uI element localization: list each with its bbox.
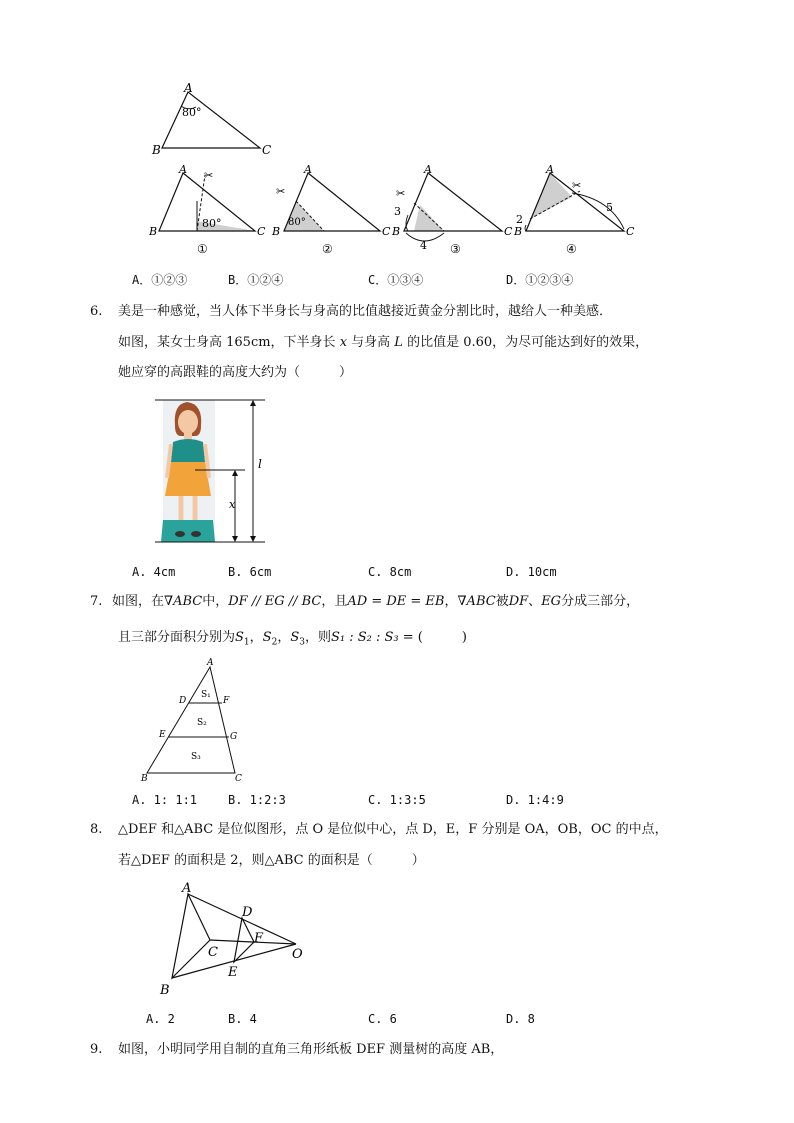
svg-text:C: C xyxy=(382,225,391,238)
svg-text:①: ① xyxy=(197,242,208,256)
q6-number: 6. xyxy=(90,304,103,319)
scissors-icon: ✂ xyxy=(396,187,406,200)
svg-text:S₂: S₂ xyxy=(197,718,207,728)
svg-text:C: C xyxy=(208,945,218,960)
q5-cut-figure-3 xyxy=(390,163,523,258)
svg-text:C: C xyxy=(504,225,513,238)
svg-text:A: A xyxy=(207,658,214,668)
svg-text:S₃: S₃ xyxy=(191,752,201,762)
scissors-icon: ✂ xyxy=(572,179,582,192)
svg-text:A: A xyxy=(179,163,187,176)
svg-text:A: A xyxy=(184,81,193,95)
svg-text:③: ③ xyxy=(450,242,461,256)
svg-text:E: E xyxy=(159,730,166,740)
q5-cut-figure-2 xyxy=(270,163,400,258)
svg-text:S₁: S₁ xyxy=(201,690,211,700)
svg-text:B: B xyxy=(392,225,401,238)
q8-option-d[interactable]: D. 8 xyxy=(506,1012,535,1026)
q8-option-c[interactable]: C. 6 xyxy=(368,1012,397,1026)
q6-figure xyxy=(155,396,275,546)
q8-number: 8. xyxy=(90,822,103,837)
svg-text:O: O xyxy=(292,947,303,962)
svg-text:②: ② xyxy=(322,242,333,256)
q5-option-a[interactable]: A．①②③ xyxy=(132,273,188,287)
q5-cut-figure-1 xyxy=(145,163,275,258)
svg-text:C: C xyxy=(262,143,272,157)
svg-text:5: 5 xyxy=(606,201,613,214)
scissors-icon: ✂ xyxy=(276,185,286,198)
svg-text:E: E xyxy=(228,965,238,980)
svg-text:G: G xyxy=(230,732,238,742)
q5-option-c[interactable]: C．①③④ xyxy=(368,273,424,287)
q6-option-d[interactable]: D. 10cm xyxy=(506,565,557,579)
svg-text:④: ④ xyxy=(566,242,577,256)
svg-text:A: A xyxy=(304,163,312,176)
svg-text:80°: 80° xyxy=(288,217,306,228)
q8-text-line2: 若△DEF 的面积是 2，则△ABC 的面积是（ ） xyxy=(118,853,425,868)
q7-number: 7. xyxy=(90,594,103,609)
svg-text:3: 3 xyxy=(394,205,401,218)
scissors-icon: ✂ xyxy=(204,169,214,182)
svg-text:A: A xyxy=(424,163,432,176)
q8-figure xyxy=(150,878,320,998)
svg-text:C: C xyxy=(257,225,266,238)
svg-text:A: A xyxy=(182,881,192,896)
q5-option-b[interactable]: B．①②④ xyxy=(228,273,284,287)
q9-text-line1: 如图，小明同学用自制的直角三角形纸板 DEF 测量树的高度 AB， xyxy=(118,1042,504,1057)
q6-text-line3: 她应穿的高跟鞋的高度大约为（ ） xyxy=(118,365,353,380)
q6-text-line2: 如图，某女士身高 165cm，下半身长 x 与身高 L 的比值是 0.60，为尽可能达到好的效果， xyxy=(118,335,649,350)
q7-text-line2: 且三部分面积分别为$S_1$，$S_2$，$S_3$，则S₁ : S₂ : S₃ = ( ) xyxy=(118,630,467,648)
q7-text-line1: 如图，在∇ABC中，DF // EG // BC，且AD = DE = EB，∇ABC被DF、EG分成三部分， xyxy=(112,594,640,609)
q8-text-line1: △DEF 和△ABC 是位似图形，点 O 是位似中心，点 D，E，F 分别是 OA，OB，OC 的中点， xyxy=(118,822,668,837)
svg-text:80°: 80° xyxy=(202,217,222,230)
q8-option-b[interactable]: B. 4 xyxy=(228,1012,257,1026)
q7-option-b[interactable]: B. 1:2:3 xyxy=(228,793,286,807)
svg-text:4: 4 xyxy=(420,239,427,252)
svg-text:l: l xyxy=(258,457,262,471)
q5-option-d[interactable]: D．①②③④ xyxy=(506,273,574,287)
svg-text:B: B xyxy=(149,225,158,238)
svg-text:D: D xyxy=(179,696,187,706)
svg-text:B: B xyxy=(272,225,281,238)
svg-text:A: A xyxy=(546,163,554,176)
q6-option-c[interactable]: C. 8cm xyxy=(368,565,412,579)
svg-text:80°: 80° xyxy=(182,106,202,119)
svg-text:B: B xyxy=(152,143,161,157)
svg-text:x: x xyxy=(229,498,236,511)
q5-cut-figure-4 xyxy=(510,163,640,258)
svg-text:F: F xyxy=(254,931,264,946)
svg-text:F: F xyxy=(223,696,230,706)
q7-option-a[interactable]: A. 1: 1:1 xyxy=(132,793,198,807)
q6-option-b[interactable]: B. 6cm xyxy=(228,565,272,579)
svg-text:B: B xyxy=(141,774,148,784)
q5-figure-top xyxy=(140,80,290,160)
q7-option-d[interactable]: D. 1:4:9 xyxy=(506,793,564,807)
q9-number: 9. xyxy=(90,1042,103,1057)
svg-text:2: 2 xyxy=(516,213,523,226)
svg-text:C: C xyxy=(626,225,635,238)
svg-text:D: D xyxy=(242,905,253,920)
svg-text:B: B xyxy=(514,225,523,238)
q8-option-a[interactable]: A. 2 xyxy=(146,1012,175,1026)
q6-text-line1: 美是一种感觉，当人体下半身长与身高的比值越接近黄金分割比时，越给人一种美感． xyxy=(118,304,613,319)
q6-option-a[interactable]: A. 4cm xyxy=(132,565,176,579)
svg-text:B: B xyxy=(160,983,170,998)
svg-text:C: C xyxy=(235,774,242,784)
q7-figure xyxy=(135,655,260,785)
q7-option-c[interactable]: C. 1:3:5 xyxy=(368,793,426,807)
